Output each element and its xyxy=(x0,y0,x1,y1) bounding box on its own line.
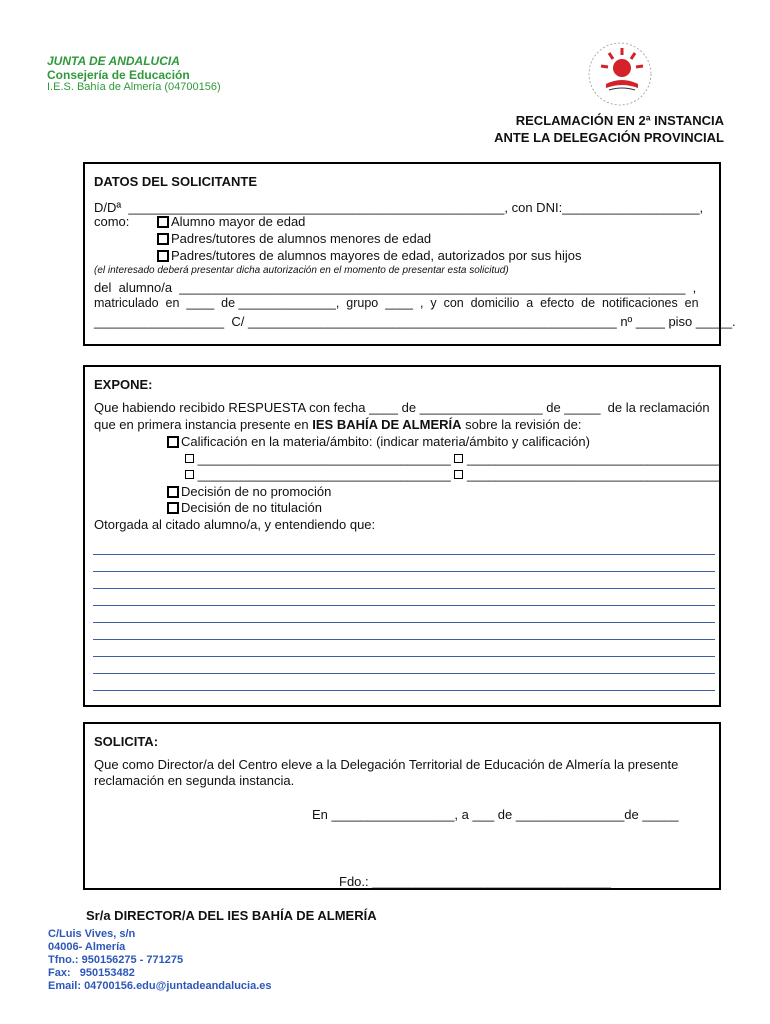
materia-field[interactable]: ___________________________________ xyxy=(466,467,720,482)
writing-line[interactable] xyxy=(93,656,715,657)
authorization-note: (el interesado deberá presentar dicha autorización en el momento de presentar esta solicitud) xyxy=(94,265,509,276)
checkbox-icon[interactable] xyxy=(167,502,179,514)
writing-line[interactable] xyxy=(93,622,715,623)
solicita-text-line1: Que como Director/a del Centro eleve a la Delegación Territorial de Educación de Almería la presente xyxy=(94,757,679,772)
name-dni-field[interactable]: D/Dª ____________________________________________________, con DNI:___________________, xyxy=(94,200,704,215)
materia-field[interactable]: ___________________________________ xyxy=(466,451,720,466)
option-no-promocion[interactable] xyxy=(167,484,331,499)
otorgada-text: Otorgada al citado alumno/a, y entendiendo que: xyxy=(94,517,376,532)
alumno-field[interactable]: del alumno/a ______________________________________________________________________ , xyxy=(94,280,697,295)
matriculado-field[interactable]: matriculado en ____ de ______________, grupo ____ , y con domicilio a efecto de notificaciones en xyxy=(94,296,699,310)
option-label: Decisión de no promoción xyxy=(181,484,332,499)
writing-line[interactable] xyxy=(93,673,715,674)
addressee: Sr/a DIRECTOR/A DEL IES BAHÍA DE ALMERÍA xyxy=(86,908,377,923)
phone: Tfno.: 950156275 - 771275 xyxy=(48,954,184,966)
option-label: Padres/tutores de alumnos mayores de edad, autorizados por sus hijos xyxy=(171,248,582,263)
consejeria-title: Consejería de Educación xyxy=(47,68,190,82)
address: C/Luis Vives, s/n xyxy=(48,928,136,940)
fax: Fax: 950153482 xyxy=(48,967,135,979)
materia-row-2 xyxy=(185,467,720,482)
checkbox-icon[interactable] xyxy=(167,436,179,448)
option-label: Padres/tutores de alumnos menores de edad xyxy=(171,231,432,246)
respuesta-fecha-field[interactable]: Que habiendo recibido RESPUESTA con fecha ____ de _________________ de _____ de la reclamación xyxy=(94,400,710,415)
place-date-field[interactable]: En _________________, a ___ de _______________de _____ xyxy=(312,807,679,822)
expone-section xyxy=(83,365,721,707)
checkbox-icon[interactable] xyxy=(167,486,179,498)
solicitante-heading: DATOS DEL SOLICITANTE xyxy=(94,174,257,189)
checkbox-icon[interactable] xyxy=(157,233,169,245)
expone-heading: EXPONE: xyxy=(94,377,153,392)
como-label: como: xyxy=(94,214,130,229)
checkbox-icon[interactable] xyxy=(185,454,194,463)
city: 04006- Almería xyxy=(48,941,126,953)
checkbox-icon[interactable] xyxy=(454,454,463,463)
option-padres-menores[interactable] xyxy=(157,231,431,246)
primera-instancia-text xyxy=(94,417,581,432)
signature-field[interactable]: Fdo.: _________________________________ xyxy=(339,874,611,889)
materia-row-1 xyxy=(185,451,720,466)
option-label: Decisión de no titulación xyxy=(181,500,322,515)
ies-name: IES BAHÍA DE ALMERÍA xyxy=(312,417,462,432)
checkbox-icon[interactable] xyxy=(157,216,169,228)
school-logo-icon xyxy=(582,40,658,108)
solicitante-section xyxy=(83,162,736,346)
writing-line[interactable] xyxy=(93,571,715,572)
text-part: que en primera instancia presente en xyxy=(94,417,313,432)
materia-field[interactable]: ___________________________________ xyxy=(197,467,451,482)
option-calificacion[interactable] xyxy=(167,434,590,449)
solicita-heading: SOLICITA: xyxy=(94,734,159,749)
solicita-section xyxy=(83,722,721,890)
page-title-line1: RECLAMACIÓN EN 2ª INSTANCIA xyxy=(515,113,724,128)
ies-subtitle: I.E.S. Bahía de Almería (04700156) xyxy=(47,81,221,93)
writing-line[interactable] xyxy=(93,554,715,555)
email-link[interactable]: Email: 04700156.edu@juntadeandalucia.es xyxy=(48,980,272,992)
writing-line[interactable] xyxy=(93,690,715,691)
option-label: Alumno mayor de edad xyxy=(171,214,306,229)
checkbox-icon[interactable] xyxy=(185,470,194,479)
checkbox-icon[interactable] xyxy=(157,250,169,262)
materia-field[interactable]: ___________________________________ xyxy=(197,451,451,466)
writing-line[interactable] xyxy=(93,588,715,589)
checkbox-icon[interactable] xyxy=(454,470,463,479)
page-title-line2: ANTE LA DELEGACIÓN PROVINCIAL xyxy=(494,130,724,145)
writing-line[interactable] xyxy=(93,639,715,640)
option-alumno-mayor[interactable] xyxy=(157,214,305,229)
option-no-titulacion[interactable] xyxy=(167,500,322,515)
junta-title: JUNTA DE ANDALUCIA xyxy=(47,54,180,68)
text-part: sobre la revisión de: xyxy=(461,417,582,432)
domicilio-field[interactable]: __________________ C/ ___________________________________________________ nº ____ piso _____. xyxy=(94,314,736,329)
option-label: Calificación en la materia/ámbito: (indicar materia/ámbito y calificación) xyxy=(181,434,590,449)
option-padres-mayores[interactable] xyxy=(157,248,581,263)
solicita-text-line2: reclamación en segunda instancia. xyxy=(94,773,295,788)
writing-line[interactable] xyxy=(93,605,715,606)
